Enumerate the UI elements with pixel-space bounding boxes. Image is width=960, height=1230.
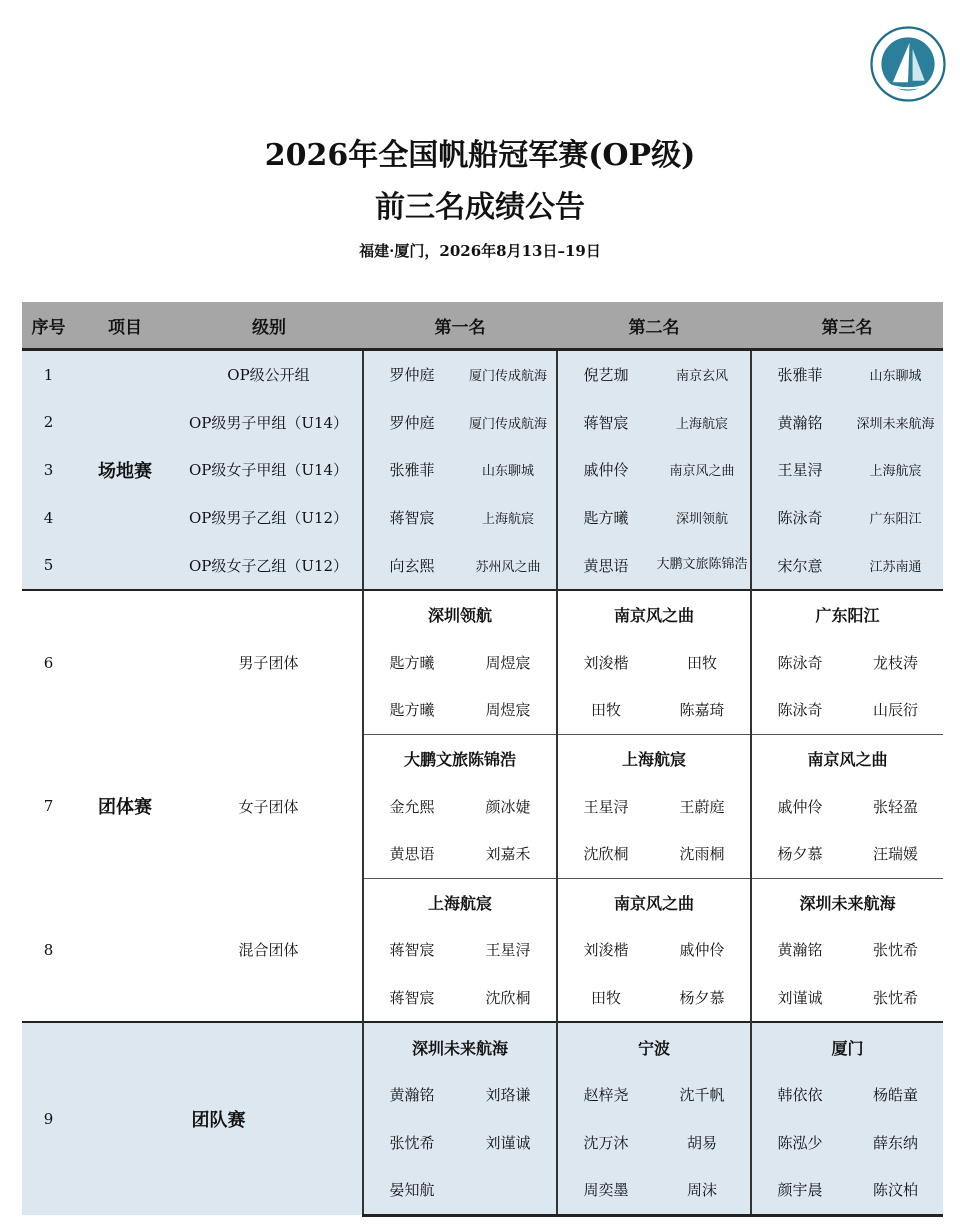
member-name: 张轻盈: [872, 797, 918, 816]
first-name: 张雅菲: [363, 446, 460, 494]
member-name: 匙方曦: [363, 639, 460, 687]
first-team-name: 大鹏文旅陈锦浩: [363, 734, 557, 782]
member-name: 周煜宸: [460, 686, 557, 734]
member-name: 晏知航: [363, 1166, 460, 1215]
col-header-event: 项目: [75, 302, 175, 350]
first-club: 上海航宸: [460, 494, 557, 542]
results-table: [22, 302, 943, 1217]
page-title: 2026年全国帆船冠军赛(OP级): [264, 138, 696, 173]
first-club: 苏州风之曲: [460, 541, 557, 590]
third-club: 上海航宸: [848, 446, 943, 494]
second-name: 戚仲伶: [557, 446, 654, 494]
page-subtitle: 福建·厦门，2026年8月13日–19日: [359, 242, 601, 260]
second-club: 大鹏文旅陈锦浩: [654, 541, 751, 590]
first-club: 山东聊城: [460, 446, 557, 494]
col-header-third: 第三名: [751, 302, 943, 350]
member-name: 陈汶柏: [848, 1166, 943, 1215]
third-name: 张雅菲: [751, 350, 848, 399]
member-name: 刘珞谦: [460, 1071, 557, 1119]
col-header-second: 第二名: [557, 302, 751, 350]
first-team-name: 深圳未来航海: [363, 1022, 557, 1071]
member-name: 韩依依: [751, 1071, 848, 1119]
header-row: [22, 302, 943, 350]
second-team-name: 上海航宸: [557, 734, 751, 782]
member-name: [460, 1166, 557, 1215]
third-name: 宋尔意: [751, 541, 848, 590]
second-name: 倪艺珈: [557, 350, 654, 399]
first-team-name: 上海航宸: [363, 878, 557, 926]
member-name: 黄瀚铭: [363, 1071, 460, 1119]
third-name: 陈泳奇: [751, 494, 848, 542]
table-row: [22, 350, 943, 399]
member-name: 沈千帆: [654, 1071, 751, 1119]
member-name: 金允熙: [363, 782, 460, 830]
member-name: 刘浚楷: [557, 926, 654, 974]
row-number: 4: [22, 494, 75, 542]
member-name: 颜宇晨: [751, 1166, 848, 1215]
member-name: 颜冰婕: [485, 797, 531, 816]
third-team-name: 深圳未来航海: [751, 878, 943, 926]
col-header-first: 第一名: [363, 302, 557, 350]
third-team-name: 南京风之曲: [751, 734, 943, 782]
level-cell: OP级女子甲组（U14）: [175, 446, 363, 494]
member-name: 沈万沐: [557, 1119, 654, 1167]
first-name: 罗仲庭: [363, 350, 460, 399]
member-name: 刘谨诚: [460, 1119, 557, 1167]
second-name: 匙方曦: [557, 494, 654, 542]
cya-logo: [870, 26, 946, 102]
member-name: 赵梓尧: [557, 1071, 654, 1119]
first-club: 厦门传成航海: [460, 399, 557, 447]
member-name: 陈泳奇: [751, 639, 848, 687]
row-number: 2: [22, 399, 75, 447]
row-number: 8: [43, 940, 54, 959]
second-club: 南京风之曲: [654, 446, 751, 494]
row-number: 1: [22, 350, 75, 399]
third-club: 深圳未来航海: [848, 399, 943, 447]
third-team-name: 广东阳江: [751, 590, 943, 639]
third-club: 江苏南通: [848, 541, 943, 590]
first-club: 厦门传成航海: [460, 350, 557, 399]
member-name: 沈雨桐: [654, 830, 751, 878]
second-club: 南京玄风: [654, 350, 751, 399]
col-header-no: 序号: [22, 302, 75, 350]
row-number: 5: [22, 541, 75, 590]
page-title-line2: 前三名成绩公告: [375, 190, 585, 225]
level-cell: 女子团体: [238, 797, 299, 816]
member-name: 龙枝涛: [872, 653, 918, 672]
row-number: 9: [22, 1022, 75, 1215]
member-name: 黄思语: [363, 830, 460, 878]
third-club: 山东聊城: [848, 350, 943, 399]
member-name: 戚仲伶: [679, 941, 725, 960]
member-name: 蒋智宸: [363, 926, 460, 974]
category-team: 团体赛: [75, 590, 175, 1022]
member-name: 张忱希: [363, 1119, 460, 1167]
third-name: 黄瀚铭: [751, 399, 848, 447]
member-name: 周沫: [654, 1166, 751, 1215]
second-club: 深圳领航: [654, 494, 751, 542]
member-name: 汪瑞媛: [848, 830, 943, 878]
team-header-row: [22, 1022, 943, 1071]
member-name: 张忱希: [872, 989, 918, 1008]
member-name: 薛东纳: [848, 1119, 943, 1167]
second-team-name: 宁波: [557, 1022, 751, 1071]
first-name: 向玄熙: [363, 541, 460, 590]
third-team-name: 厦门: [751, 1022, 943, 1071]
member-name: 蒋智宸: [363, 974, 460, 1023]
member-name: 刘嘉禾: [460, 830, 557, 878]
row-number: 3: [22, 446, 75, 494]
level-cell: OP级公开组: [175, 350, 363, 399]
row-number: 6: [22, 590, 75, 734]
first-team-name: 深圳领航: [363, 590, 557, 639]
member-name: 刘浚楷: [557, 639, 654, 687]
level-cell: OP级男子甲组（U14）: [175, 399, 363, 447]
member-name: 沈欣桐: [485, 989, 531, 1008]
member-name: 周煜宸: [485, 653, 531, 672]
member-name: 山辰衍: [848, 686, 943, 734]
member-name: 刘谨诚: [751, 974, 848, 1023]
member-name: 王星浔: [485, 941, 531, 960]
third-club: 广东阳江: [848, 494, 943, 542]
member-name: 周奕墨: [557, 1166, 654, 1215]
first-name: 罗仲庭: [363, 399, 460, 447]
second-name: 黄思语: [557, 541, 654, 590]
member-name: 陈泓少: [751, 1119, 848, 1167]
member-name: 沈欣桐: [557, 830, 654, 878]
col-header-level: 级别: [175, 302, 363, 350]
second-team-name: 南京风之曲: [557, 590, 751, 639]
member-name: 陈嘉琦: [654, 686, 751, 734]
member-name: 陈泳奇: [751, 686, 848, 734]
level-cell: 混合团体: [238, 941, 299, 960]
member-name: 杨皓童: [848, 1071, 943, 1119]
member-name: 王星浔: [557, 782, 654, 830]
member-name: 王蔚庭: [679, 797, 725, 816]
category-squad: 团队赛: [75, 1022, 363, 1215]
second-name: 蒋智宸: [557, 399, 654, 447]
member-name: 胡易: [654, 1119, 751, 1167]
member-name: 杨夕慕: [679, 989, 725, 1008]
member-name: 匙方曦: [363, 686, 460, 734]
category-venue: 场地赛: [75, 350, 175, 590]
member-name: 杨夕慕: [751, 830, 848, 878]
second-team-name: 南京风之曲: [557, 878, 751, 926]
first-name: 蒋智宸: [363, 494, 460, 542]
level-cell: OP级女子乙组（U12）: [175, 541, 363, 590]
member-name: 田牧: [557, 974, 654, 1023]
level-cell: 男子团体: [175, 590, 363, 734]
second-club: 上海航宸: [654, 399, 751, 447]
member-name: 黄瀚铭: [751, 926, 848, 974]
team-header-row: [22, 590, 943, 639]
level-cell: OP级男子乙组（U12）: [175, 494, 363, 542]
member-name: 张忱希: [872, 941, 918, 960]
third-name: 王星浔: [751, 446, 848, 494]
member-name: 田牧: [557, 686, 654, 734]
row-number: 7: [43, 797, 54, 816]
member-name: 戚仲伶: [751, 782, 848, 830]
member-name: 田牧: [686, 653, 717, 672]
